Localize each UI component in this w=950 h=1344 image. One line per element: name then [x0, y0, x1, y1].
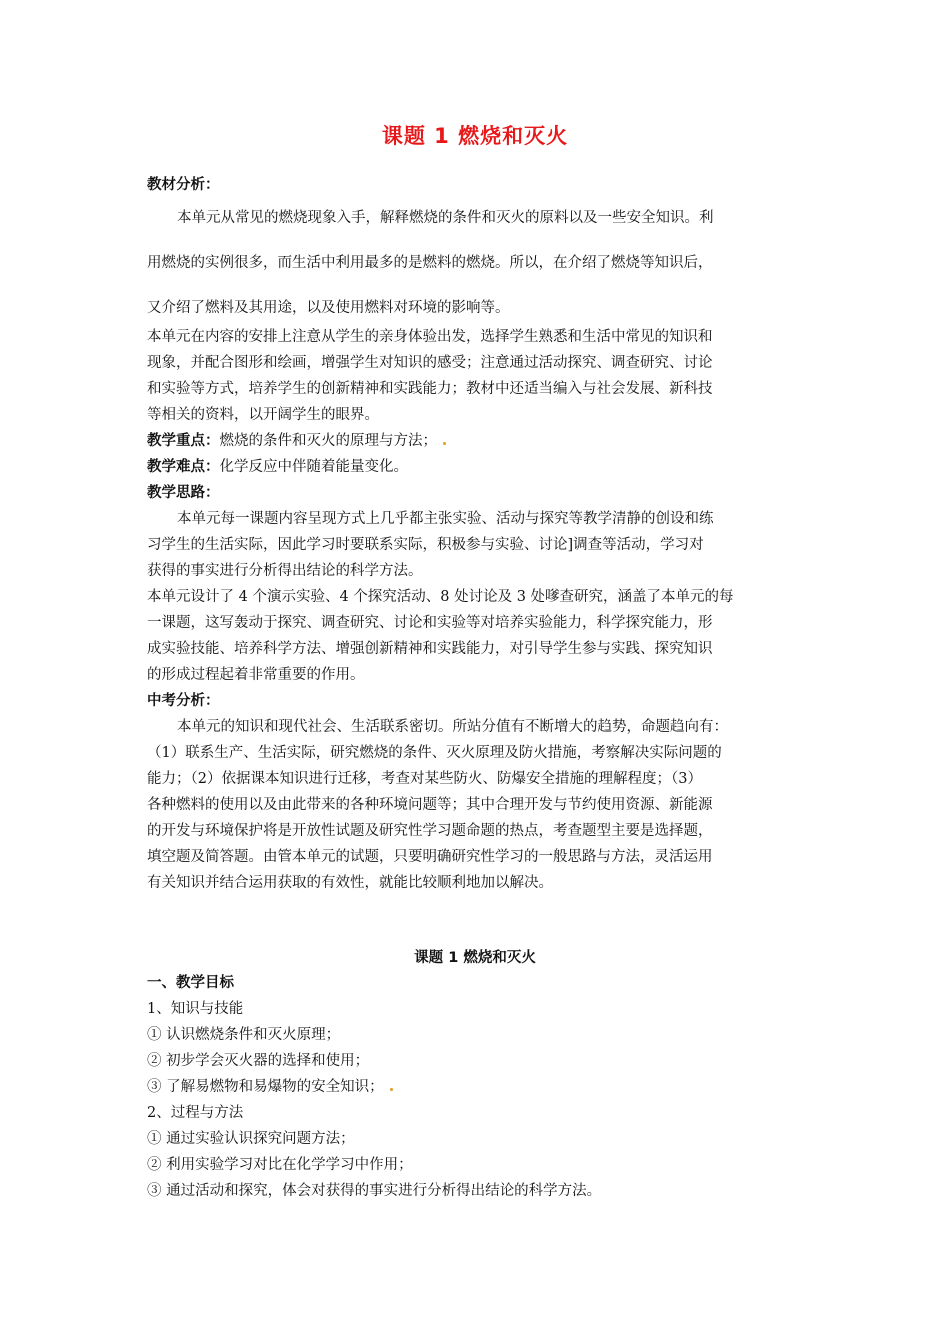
paragraph-line: 获得的事实进行分析得出结论的科学方法。 — [147, 563, 423, 579]
list-item: 2、过程与方法 — [147, 1105, 244, 1121]
textbook-analysis-heading: 教材分析： — [147, 177, 220, 193]
document-title: 课题 1 燃烧和灭火 — [381, 124, 569, 148]
paragraph-line: 又介绍了燃料及其用途，以及使用燃料对环境的影响等。 — [147, 300, 510, 316]
exam-analysis-heading: 中考分析： — [147, 693, 220, 709]
paragraph-line: 等相关的资料，以开阔学生的眼界。 — [147, 407, 379, 423]
list-item: ① 通过实验认识探究问题方法； — [147, 1131, 355, 1147]
list-item: ② 利用实验学习对比在化学学习中作用； — [147, 1157, 413, 1173]
list-item-text: ③ 了解易燃物和易爆物的安全知识； — [147, 1079, 384, 1095]
difficult-point-line — [147, 454, 812, 480]
paragraph-line: 本单元每一课题内容呈现方式上几乎都主张实验、活动与探究等教学清静的创设和练 — [177, 511, 714, 527]
paragraph-line: 各种燃料的使用以及由此带来的各种环境问题等；其中合理开发与节约使用资源、新能源 — [147, 797, 713, 813]
key-point-line — [147, 428, 812, 454]
list-item: ② 初步学会灭火器的选择和使用； — [147, 1053, 370, 1069]
objectives-heading: 一、教学目标 — [147, 975, 234, 991]
textbook-analysis-section — [147, 172, 812, 198]
list-item — [147, 1074, 812, 1100]
key-point-text: 燃烧的条件和灭火的原理与方法； — [219, 433, 437, 449]
paragraph-line: 本单元设计了 4 个演示实验、4 个探究活动、8 处讨论及 3 处嗲查研究，涵盖了本单元的每 — [147, 589, 734, 605]
lesson-title: 课题 1 燃烧和灭火 — [414, 950, 536, 966]
textbook-analysis-para1 — [147, 196, 812, 331]
list-item: ① 认识燃烧条件和灭火原理； — [147, 1027, 341, 1043]
paragraph-line: 有关知识并结合运用获取的有效性，就能比较顺利地加以解决。 — [147, 875, 553, 891]
objectives-section — [147, 970, 812, 1204]
paragraph-line: 的开发与环境保护将是开放性试题及研究性学习题命题的热点，考查题型主要是选择题， — [147, 823, 713, 839]
teaching-idea-heading: 教学思路： — [147, 485, 220, 501]
difficult-point-text: 化学反应中伴随着能量变化。 — [219, 459, 408, 475]
paragraph-line: 本单元在内容的安排上注意从学生的亲身体验出发，选择学生熟悉和生活中常见的知识和 — [147, 329, 713, 345]
list-item: ③ 通过活动和探究，体会对获得的事实进行分析得出结论的科学方法。 — [147, 1183, 602, 1199]
paragraph-line: 成实验技能、培养科学方法、增强创新精神和实践能力，对引导学生参与实践、探究知识 — [147, 641, 713, 657]
paragraph-line: 习学生的生活实际，因此学习时要联系实际，积极参与实验、讨论]调查等活动，学习对 — [147, 537, 704, 553]
paragraph-line: 本单元从常见的燃烧现象入手，解释燃烧的条件和灭火的原料以及一些安全知识。利 — [177, 210, 714, 226]
paragraph-line: （1）联系生产、生活实际，研究燃烧的条件、灭火原理及防火措施，考察解决实际问题的 — [147, 745, 722, 761]
paragraph-line: 本单元的知识和现代社会、生活联系密切。所站分值有不断增大的趋势，命题趋向有： — [177, 719, 728, 735]
paragraph-line: 用燃烧的实例很多，而生活中利用最多的是燃料的燃烧。所以，在介绍了燃烧等知识后， — [147, 255, 713, 271]
paragraph-line: 能力；（2）依据课本知识进行迁移，考查对某些防火、防爆安全措施的理解程度；（3） — [147, 771, 702, 787]
paragraph-line: 一课题，这写轰动于探究、调查研究、讨论和实验等对培养实验能力，科学探究能力，形 — [147, 615, 713, 631]
paragraph-line: 和实验等方式，培养学生的创新精神和实践能力；教材中还适当编入与社会发展、新科技 — [147, 381, 713, 397]
difficult-point-label: 教学难点： — [147, 459, 220, 475]
paragraph-line: 填空题及简答题。由管本单元的试题，只要明确研究性学习的一般思路与方法，灵活运用 — [147, 849, 713, 865]
paragraph-line: 的形成过程起着非常重要的作用。 — [147, 667, 365, 683]
textbook-analysis-para2 — [147, 324, 812, 896]
paragraph-line: 现象，并配合图形和绘画，增强学生对知识的感受；注意通过活动探究、调查研究、讨论 — [147, 355, 713, 371]
key-point-label: 教学重点： — [147, 433, 220, 449]
list-item: 1、知识与技能 — [147, 1001, 244, 1017]
